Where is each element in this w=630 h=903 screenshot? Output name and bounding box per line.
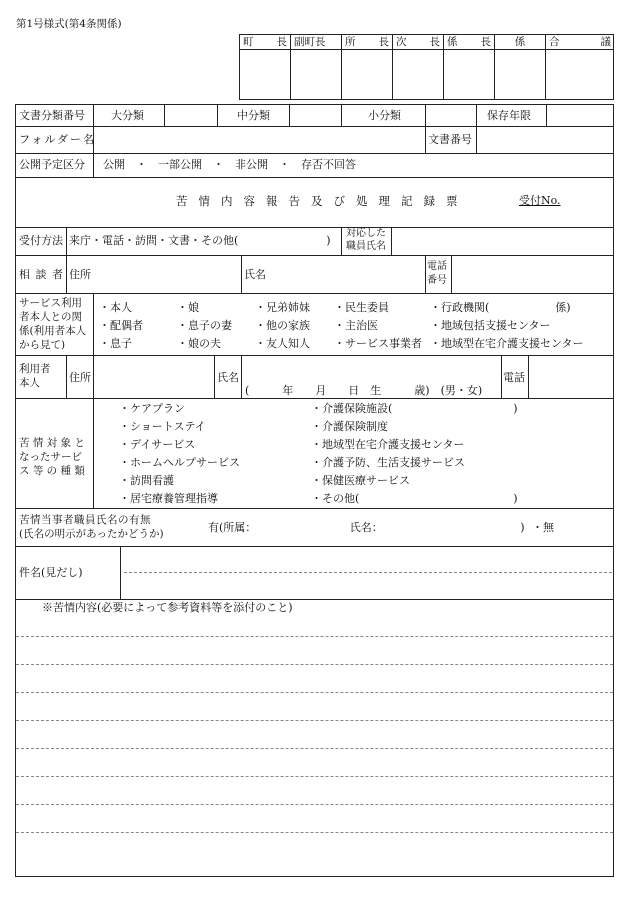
approval-stamp-slot[interactable] [291,50,341,99]
approval-column: 合 議 [546,35,613,99]
relation-option[interactable]: ・民生委員 [334,301,389,314]
approval-column: 次 長 [393,35,444,99]
relation-option[interactable]: ・配偶者 [99,319,143,332]
relation-label-4: から見て) [19,339,66,351]
user-name-label: 氏名 [217,371,239,384]
subject-field[interactable] [122,548,612,597]
consultant-name-field[interactable] [268,257,423,291]
approval-header: 次 [396,36,407,48]
major-class-field[interactable] [166,107,215,124]
service-type-label-1: 苦 情 対 象 と [19,437,85,449]
consultant-name-label: 氏名 [244,268,266,281]
middle-class-field[interactable] [291,107,339,124]
reception-method-label: 受付方法 [19,234,63,247]
relation-option[interactable]: ・息子の妻 [177,319,232,332]
approval-column [495,35,546,99]
approval-header: 係 [514,36,526,48]
staff-name-presence-label-2: (氏名の明示があったかどうか) [19,528,164,540]
approval-header: 副町長 [294,36,326,48]
approval-stamp-slot[interactable] [546,50,613,99]
relation-option[interactable]: ・地域包括支援センター [430,319,551,332]
subject-label: 件名(見だし) [19,566,83,579]
approval-stamp-table [239,34,614,100]
reception-method-options[interactable]: 来庁・電話・訪問・文書・その他( ) [69,234,331,247]
approval-header: 所 [345,36,356,48]
middle-class-label: 中分類 [237,109,270,122]
relation-option[interactable]: ・地域型在宅介護支援センター [430,337,584,350]
consultant-phone-label-1: 電話 [427,261,447,272]
complaint-record-form [15,104,614,877]
approval-stamp-slot[interactable] [444,50,494,99]
consultant-phone-field[interactable] [453,257,612,291]
service-option[interactable]: ・ショートステイ [119,420,206,433]
user-phone-label: 電話 [503,371,525,384]
staff-name-field[interactable] [393,229,612,253]
complaint-content-field[interactable] [18,619,612,875]
consultant-phone-label-2: 番号 [427,275,447,286]
major-class-label: 大分類 [111,109,144,122]
service-option[interactable]: ・介護保険施設( ) [311,402,518,415]
service-option[interactable]: ・介護保険制度 [311,420,388,433]
user-label-1: 利用者 [19,363,51,375]
complaint-content-label: ※苦情内容(必要によって参考資料等を添付のこと) [42,601,293,614]
staff-label-line2: 職員氏名 [346,241,386,252]
relation-option[interactable]: ・娘 [177,301,199,314]
service-type-label-2: なったサービ [19,451,82,463]
minor-class-field[interactable] [427,107,474,124]
relation-label-1: サービス利用 [19,297,82,309]
relation-option[interactable]: ・他の家族 [255,319,310,332]
approval-column [291,35,342,99]
consultant-label: 相 談 者 [19,268,64,281]
approval-column [240,35,291,99]
approval-column: 所 長 [342,35,393,99]
approval-stamp-slot[interactable] [342,50,392,99]
approval-header: 町 [243,36,254,48]
retention-period-label: 保存年限 [487,109,531,122]
service-option[interactable]: ・保健医療サービス [311,474,410,487]
retention-period-field[interactable] [548,107,612,124]
approval-stamp-slot[interactable] [240,50,290,99]
service-type-label-3: ス 等 の 種 類 [19,465,85,477]
approval-stamp-slot[interactable] [495,50,545,99]
folder-name-label: フォルダー名 [19,133,97,146]
form-number-label: 第1号様式(第4条関係) [16,18,122,30]
disclosure-options[interactable]: 公開 ・ 一部公開 ・ 非公開 ・ 存否不回答 [103,158,356,171]
relation-option[interactable]: ・娘の夫 [177,337,221,350]
user-address-field[interactable] [95,357,212,396]
user-address-label: 住所 [69,371,91,384]
doc-class-no-label: 文書分類番号 [19,109,85,122]
minor-class-label: 小分類 [368,109,401,122]
user-phone-field[interactable] [530,357,612,396]
disclosure-label: 公開予定区分 [19,158,85,171]
staff-name-presence-yes[interactable]: 有(所属： 氏名： ) [208,521,525,534]
staff-label-line1: 対応した [346,228,386,239]
relation-label-3: 係(利用者本人 [19,325,87,337]
approval-header: 合 [549,36,560,48]
relation-option[interactable]: ・本人 [99,301,132,314]
approval-header: 係 [447,36,458,48]
user-birth-gender[interactable]: ( 年 月 日 生 歳) (男・女) [245,384,483,397]
approval-header: 長 [276,36,287,48]
staff-name-presence-no[interactable]: ・無 [532,521,554,534]
relation-option[interactable]: ・兄弟姉妹 [255,301,310,314]
service-option[interactable]: ・ケアプラン [119,402,185,415]
service-option[interactable]: ・地域型在宅介護支援センター [311,438,465,451]
relation-option[interactable]: ・主治医 [334,319,378,332]
staff-name-presence-label-1: 苦情当事者職員氏名の有無 [19,514,151,526]
doc-number-label: 文書番号 [428,133,472,146]
relation-label-2: 者本人との関 [19,311,82,323]
relation-option[interactable]: ・行政機関( 係) [430,301,571,314]
service-option[interactable]: ・ホームヘルプサービス [119,456,240,469]
relation-option[interactable]: ・サービス事業者 [334,337,422,350]
approval-stamp-slot[interactable] [393,50,443,99]
form-title: 苦情内容報告及び処理記録票 [176,194,469,208]
service-option[interactable]: ・介護予防、生活支援サービス [311,456,465,469]
approval-column: 係 長 [444,35,495,99]
relation-option[interactable]: ・友人知人 [255,337,310,350]
user-name-field[interactable] [243,357,499,381]
doc-number-field[interactable] [478,128,612,151]
relation-option[interactable]: ・息子 [99,337,132,350]
service-option[interactable]: ・訪問看護 [119,474,174,487]
service-option[interactable]: ・その他( ) [311,492,518,505]
folder-name-field[interactable] [95,128,423,151]
user-label-2: 本人 [19,377,40,389]
receipt-number-label: 受付No. [519,194,561,207]
consultant-address-field[interactable] [95,257,239,291]
consultant-address-label: 住所 [69,268,91,281]
service-option[interactable]: ・居宅療養管理指導 [119,492,218,505]
service-option[interactable]: ・デイサービス [119,438,196,451]
